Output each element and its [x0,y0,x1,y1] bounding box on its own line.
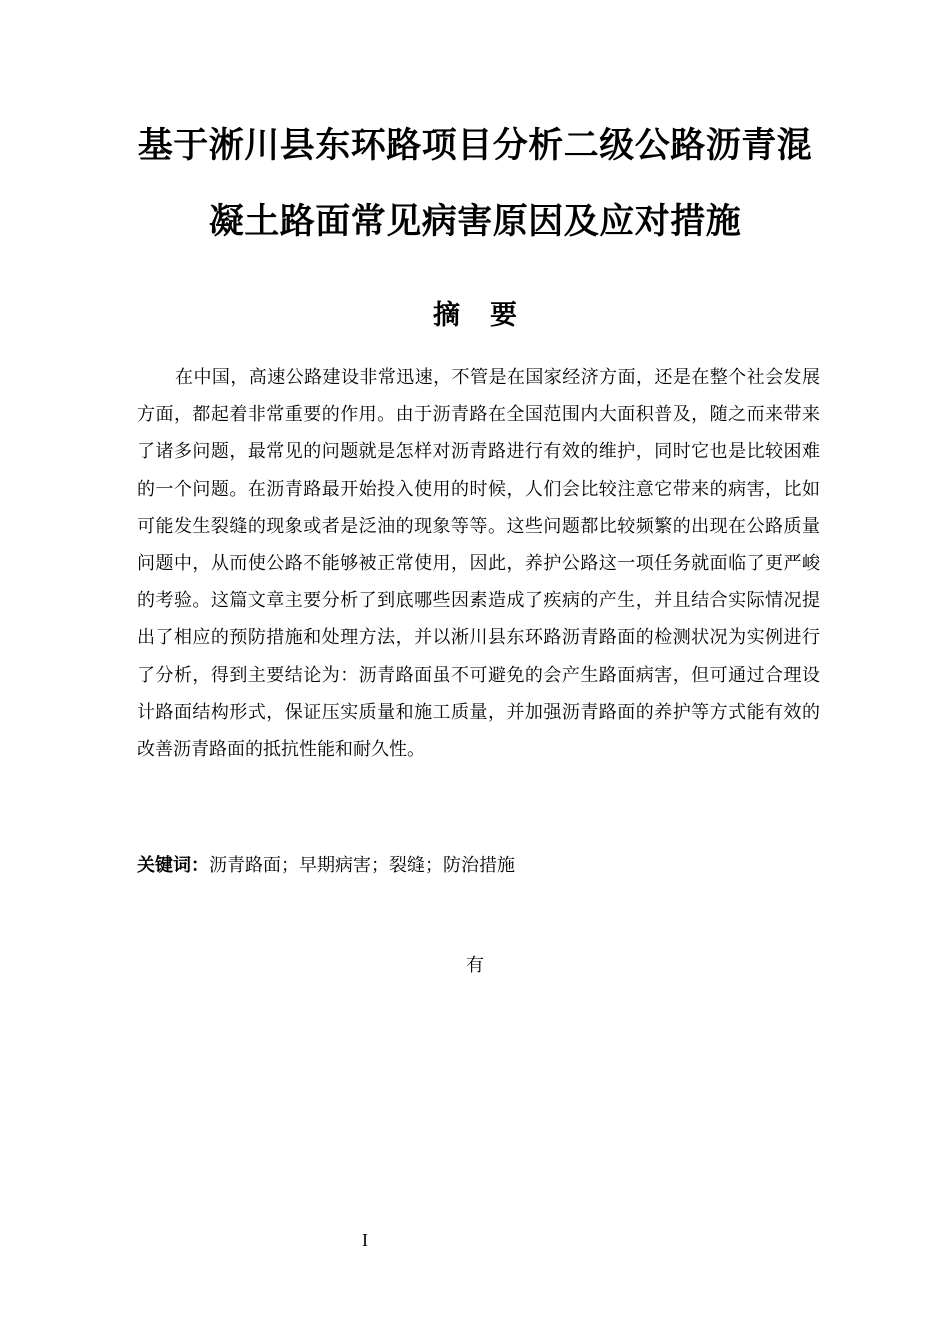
stray-character: 有 [466,955,484,976]
keywords-label: 关键词： [137,855,209,876]
title-line-2: 凝土路面常见病害原因及应对措施 [208,202,742,242]
abstract-heading: 摘要 [433,300,547,331]
keywords-value: 沥青路面；早期病害；裂缝；防治措施 [209,855,515,876]
page-number: I [362,1230,368,1250]
keywords-line [137,851,817,881]
title-line-1: 基于淅川县东环路项目分析二级公路沥青混 [137,126,813,166]
abstract-body: 在中国，高速公路建设非常迅速，不管是在国家经济方面，还是在整个社会发展方面，都起着非常重要的作用。由于沥青路在全国范围内大面积普及，随之而来带来了诸多问题，最常见的问题就是怎样对沥青路进行有效的维护，同时它也是比较困难的一个问题。在沥青路最开始投入使用的时候，人们会比较注意它带来的病害，比如可能发生裂缝的现象或者是泛油的现象等等。这些问题都比较频繁的出现在公路质量问题中，从而使公路不能够被正常使用，因此，养护公路这一项任务就面临了更严峻的考验。这篇文章主要分析了到底哪些因素造成了疾病的产生，并且结合实际情况提出了相应的预防措施和处理方法，并以淅川县东环路沥青路面的检测状况为实例进行了分析，得到主要结论为：沥青路面虽不可避免的会产生路面病害，但可通过合理设计路面结构形式，保证压实质量和施工质量，并加强沥青路面的养护等方式能有效的改善沥青路面的抵抗性能和耐久性。 [137,367,820,761]
